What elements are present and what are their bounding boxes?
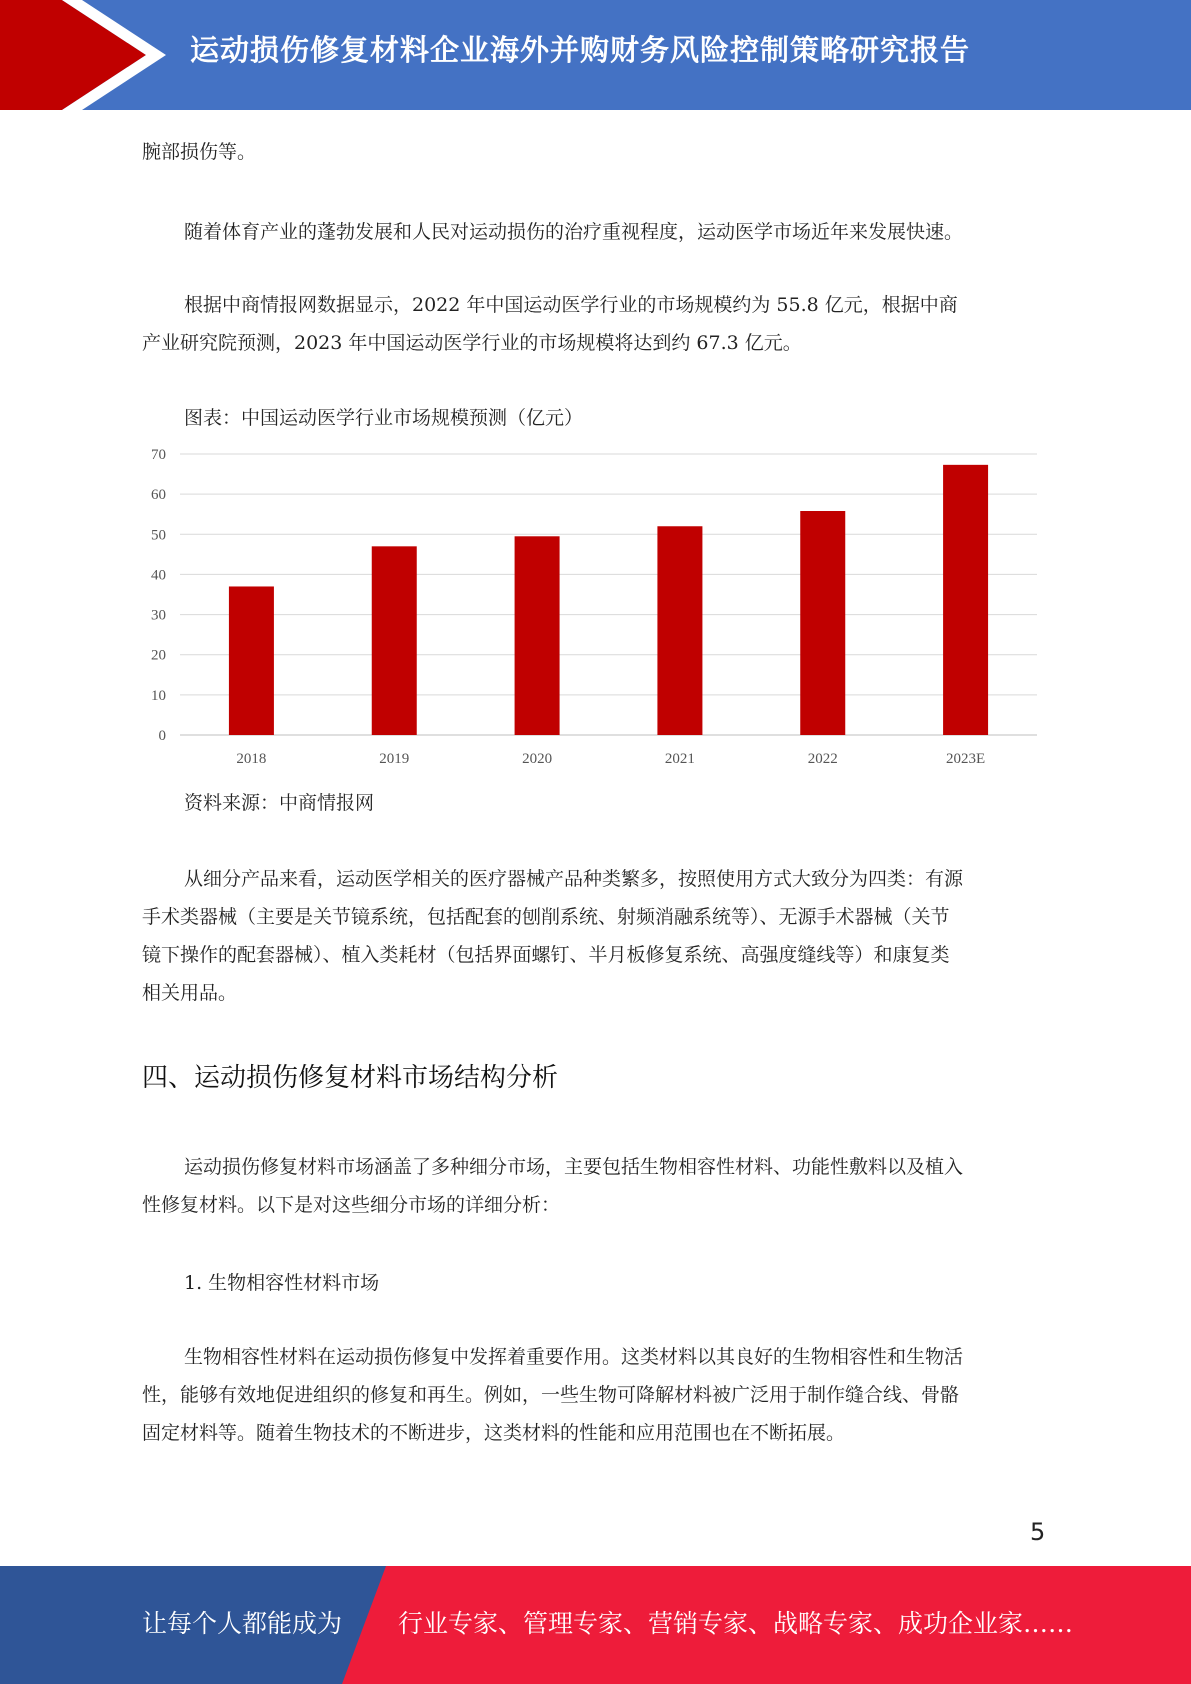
x-tick-label: 2023E — [945, 751, 986, 767]
bar-2018 — [229, 586, 274, 735]
footer-slogan-left: 让每个人都能成为 — [142, 1609, 343, 1638]
y-tick-label: 40 — [151, 567, 166, 584]
y-tick-label: 10 — [151, 687, 166, 704]
y-tick-label: 60 — [151, 487, 166, 504]
y-tick-label: 30 — [151, 607, 166, 624]
paragraph-line: 产业研究院预测，2023 年中国运动医学行业的市场规模将达到约 67.3 亿元。 — [142, 332, 802, 354]
x-tick-label: 2021 — [664, 751, 695, 767]
paragraph-line: 性修复材料。以下是对这些细分市场的详细分析： — [142, 1194, 561, 1216]
paragraph-line: 性，能够有效地促进组织的修复和再生。例如，一些生物可降解材料被广泛用于制作缝合线、骨骼 — [142, 1384, 960, 1406]
paragraph-line: 运动损伤修复材料市场涵盖了多种细分市场，主要包括生物相容性材料、功能性敷料以及植入 — [184, 1156, 964, 1178]
y-tick-label: 20 — [151, 647, 166, 664]
y-tick-label: 50 — [151, 527, 166, 544]
x-tick-label: 2020 — [522, 751, 553, 767]
x-tick-label: 2022 — [807, 751, 838, 767]
chart-source: 资料来源：中商情报网 — [184, 792, 375, 814]
paragraph-product-categories — [142, 860, 1047, 1012]
paragraph-market-size — [142, 286, 1047, 362]
section-heading: 四、运动损伤修复材料市场结构分析 — [142, 1063, 559, 1093]
y-tick-label: 0 — [158, 728, 166, 744]
paragraph-line: 手术类器械（主要是关节镜系统，包括配套的刨削系统、射频消融系统等）、无源手术器械（关节 — [142, 906, 950, 928]
paragraph-line: 根据中商情报网数据显示，2022 年中国运动医学行业的市场规模约为 55.8 亿元，根据中商 — [184, 294, 958, 316]
x-tick-label: 2018 — [236, 751, 267, 767]
page-number: 5 — [1030, 1518, 1046, 1546]
paragraph-continuation: 腕部损伤等。 — [142, 141, 257, 163]
paragraph-line: 镜下操作的配套器械）、植入类耗材（包括界面螺钉、半月板修复系统、高强度缝线等）和康复类 — [142, 944, 950, 966]
bar-2022 — [800, 511, 845, 735]
x-tick-label: 2019 — [379, 751, 410, 767]
report-title: 运动损伤修复材料企业海外并购财务风险控制策略研究报告 — [190, 33, 971, 67]
chart-caption: 图表：中国运动医学行业市场规模预测（亿元） — [184, 407, 584, 429]
paragraph-line: 固定材料等。随着生物技术的不断进步，这类材料的性能和应用范围也在不断拓展。 — [142, 1422, 846, 1444]
paragraph-line: 生物相容性材料在运动损伤修复中发挥着重要作用。这类材料以其良好的生物相容性和生物活 — [184, 1346, 964, 1368]
paragraph-line: 从细分产品来看，运动医学相关的医疗器械产品种类繁多，按照使用方式大致分为四类：有源 — [184, 868, 964, 890]
paragraph-biocompatible-materials — [142, 1338, 1047, 1452]
bar-2020 — [515, 536, 560, 735]
paragraph-line: 相关用品。 — [142, 982, 238, 1004]
bar-2021 — [657, 526, 702, 735]
bar-2019 — [372, 546, 417, 735]
paragraph-market-growth: 随着体育产业的蓬勃发展和人民对运动损伤的治疗重视程度，运动医学市场近年来发展快速。 — [184, 221, 964, 243]
page-header — [0, 0, 1191, 110]
paragraph-market-structure — [142, 1148, 1047, 1224]
market-size-bar-chart — [130, 440, 1050, 775]
y-tick-label: 70 — [151, 447, 166, 463]
footer-slogan-right: 行业专家、管理专家、营销专家、战略专家、成功企业家…… — [398, 1609, 1074, 1638]
subsection-heading: 1. 生物相容性材料市场 — [184, 1272, 380, 1294]
page-footer — [0, 1566, 1191, 1684]
bar-2023e — [943, 465, 988, 735]
